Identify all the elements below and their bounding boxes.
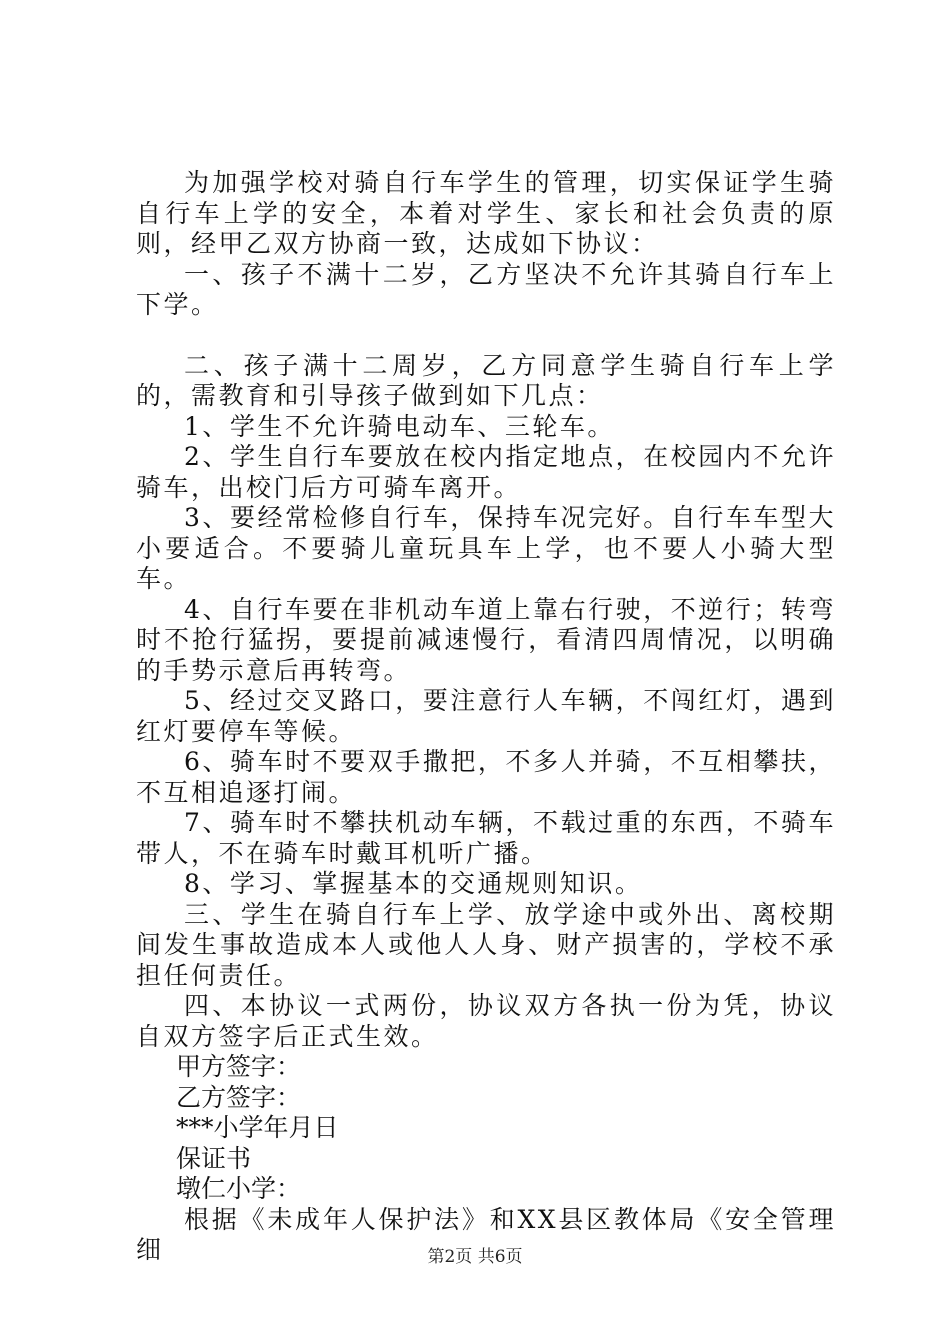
- point-3: 3、要经常检修自行车，保持车况完好。自行车车型大小要适合。不要骑儿童玩具车上学，也不要人小骑大型车。: [136, 503, 836, 593]
- next-section-start: 根据《未成年人保护法》和XX县区教体局《安全管理细: [136, 1204, 836, 1264]
- point-8: 8、学习、掌握基本的交通规则知识。: [184, 869, 643, 898]
- signature-party-a: 甲方签字：: [176, 1052, 302, 1081]
- point-7: 7、骑车时不攀扶机动车辆，不载过重的东西，不骑车带人，不在骑车时戴耳机听广播。: [136, 808, 836, 868]
- clause-4: 四、本协议一式两份，协议双方各执一份为凭，协议自双方签字后正式生效。: [136, 991, 836, 1051]
- page-number: 第2页 共6页: [427, 1247, 523, 1267]
- blank-line: [136, 321, 836, 351]
- point-4: 4、自行车要在非机动车道上靠右行驶，不逆行；转弯时不抢行猛拐，要提前减速慢行，看清四周情况，以明确的手势示意后再转弯。: [136, 594, 836, 685]
- point-2: 2、学生自行车要放在校内指定地点，在校园内不允许骑车，出校门后方可骑车离开。: [136, 442, 836, 502]
- clause-2: 二、孩子满十二周岁，乙方同意学生骑自行车上学的，需教育和引导孩子做到如下几点：: [136, 350, 836, 410]
- next-section-title: 保证书: [176, 1143, 252, 1173]
- intro-paragraph: 为加强学校对骑自行车学生的管理，切实保证学生骑自行车上学的安全，本着对学生、家长和社会负责的原则，经甲乙双方协商一致，达成如下协议：: [136, 168, 836, 258]
- school-date-line: ***小学年月日: [176, 1113, 339, 1142]
- document-body: [136, 168, 836, 1266]
- point-5: 5、经过交叉路口，要注意行人车辆，不闯红灯，遇到红灯要停车等候。: [136, 686, 836, 746]
- next-section-addressee: 墩仁小学：: [176, 1174, 302, 1203]
- point-6: 6、骑车时不要双手撒把，不多人并骑，不互相攀扶，不互相追逐打闹。: [136, 747, 836, 807]
- clause-1: 一、孩子不满十二岁，乙方坚决不允许其骑自行车上下学。: [136, 259, 836, 319]
- clause-3: 三、学生在骑自行车上学、放学途中或外出、离校期间发生事故造成本人或他人人身、财产损害的，学校不承担任何责任。: [136, 899, 836, 990]
- point-1: 1、学生不允许骑电动车、三轮车。: [184, 411, 615, 441]
- signature-party-b: 乙方签字：: [176, 1082, 302, 1112]
